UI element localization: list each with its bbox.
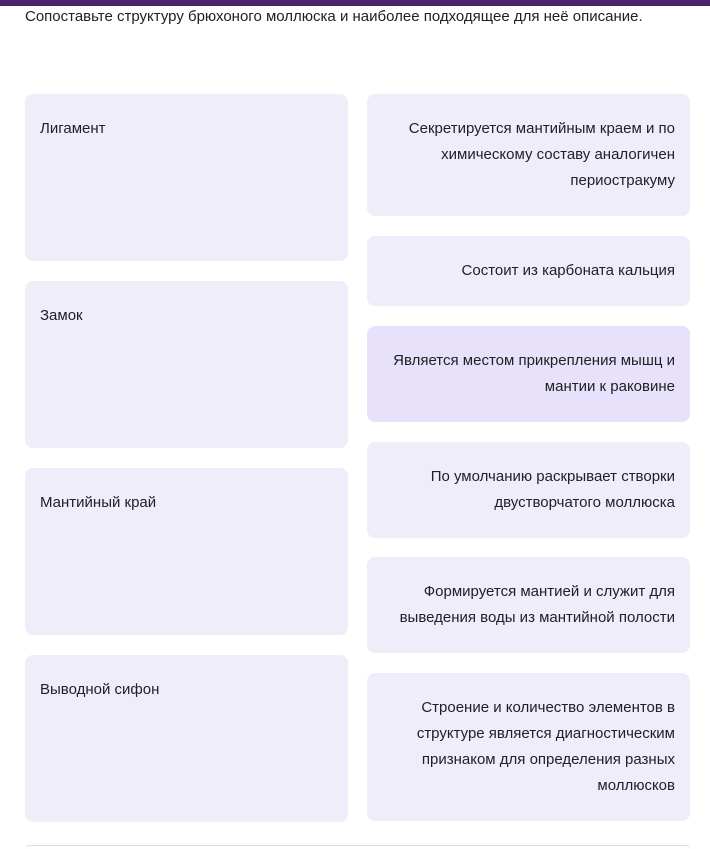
next-section-edge (25, 845, 690, 849)
structure-label: Лигамент (40, 120, 106, 137)
description-text: Состоит из карбоната кальция (461, 262, 675, 279)
question-instruction: Сопоставьте структуру брюхоного моллюска и наиболее подходящее для неё описание. (25, 8, 643, 25)
description-card[interactable] (367, 236, 690, 306)
structure-card-ligament[interactable] (25, 94, 348, 261)
structure-label: Замок (40, 307, 83, 324)
description-text: Секретируется мантийным краем и по химическому составу аналогичен периостракуму (408, 120, 675, 189)
description-card[interactable] (367, 326, 690, 422)
description-card[interactable] (367, 442, 690, 538)
description-text: По умолчанию раскрывает створки двустворчатого моллюска (430, 468, 675, 511)
structure-label: Мантийный край (40, 494, 157, 511)
description-text: Строение и количество элементов в структуре является диагностическим признаком для определения разных моллюсков (416, 699, 675, 794)
structure-card-mantle-edge[interactable] (25, 468, 348, 635)
structure-label: Выводной сифон (40, 681, 160, 698)
description-card[interactable] (367, 673, 690, 821)
description-card[interactable] (367, 94, 690, 216)
structure-card-hinge[interactable] (25, 281, 348, 448)
description-text: Формируется мантией и служит для выведения воды из мантийной полости (399, 583, 675, 626)
top-accent-bar (0, 0, 710, 6)
description-text: Является местом прикрепления мышц и мантии к раковине (393, 352, 675, 395)
description-card[interactable] (367, 557, 690, 653)
structure-card-exhalant-siphon[interactable] (25, 655, 348, 822)
